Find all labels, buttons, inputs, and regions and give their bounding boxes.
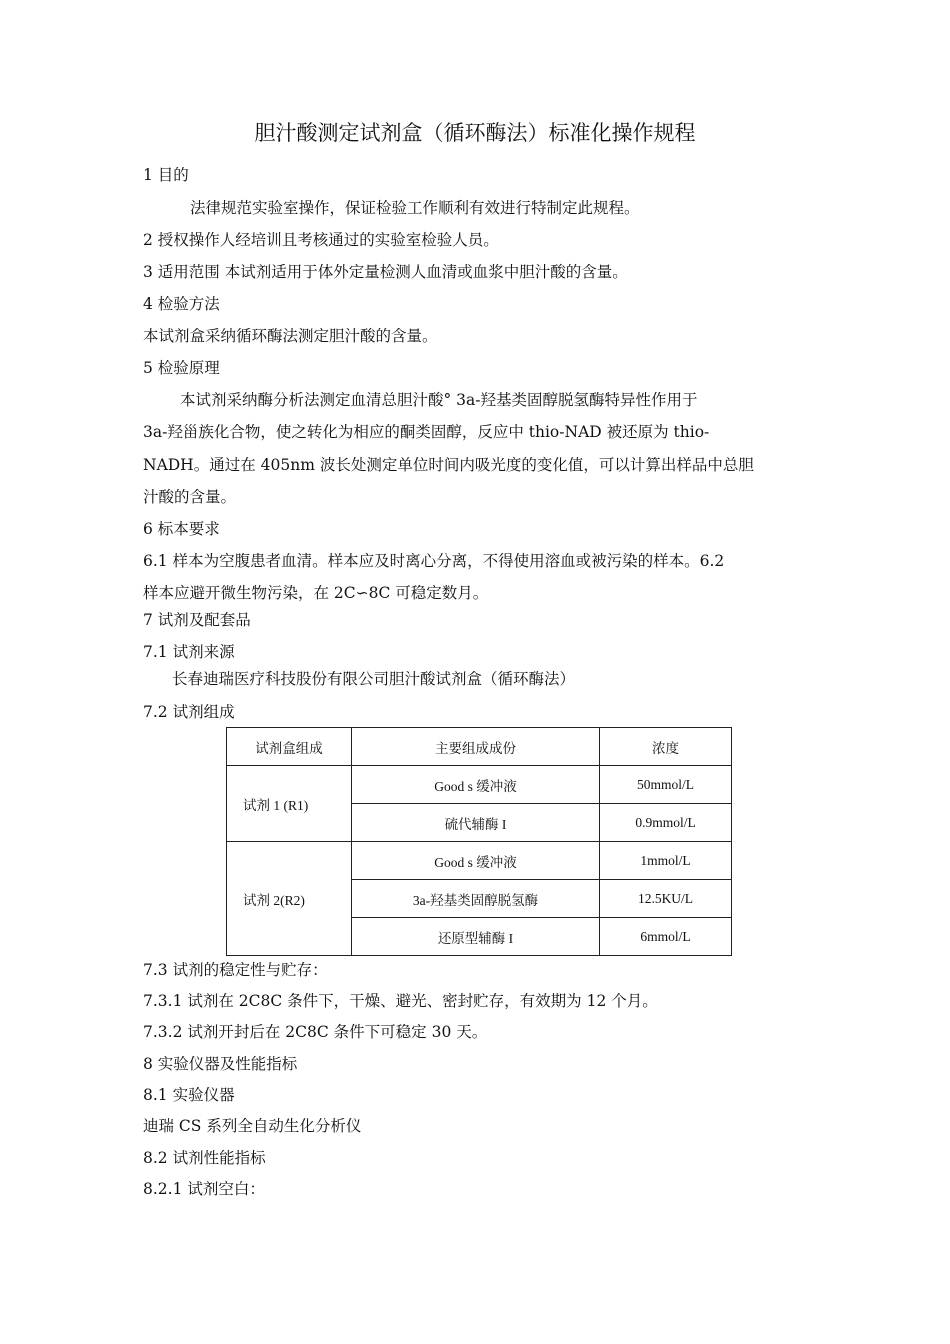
component-cell: Good s 缓冲液 — [352, 766, 600, 804]
reagent-group-name: 试剂 2(R2) — [227, 842, 352, 956]
section-6-line-2: 样本应避开微生物污染，在 2C∽8C 可稳定数月。 — [143, 584, 489, 602]
section-1-heading: 1 目的 — [143, 166, 189, 184]
section-7-3-2-text: 7.3.2 试剂开封后在 2C8C 条件下可稳定 30 天。 — [143, 1023, 488, 1041]
section-2-text: 2 授权操作人经培训且考核通过的实验室检验人员。 — [143, 231, 499, 249]
section-5-line-2: 3a-羟甾族化合物，使之转化为相应的酮类固醇，反应中 thio-NAD 被还原为 thio- — [143, 423, 710, 441]
table-row — [227, 842, 732, 880]
component-cell: 3a-羟基类固醇脱氢酶 — [352, 880, 600, 918]
section-8-1-body: 迪瑞 CS 系列全自动生化分析仪 — [143, 1117, 362, 1135]
table-header-cell: 浓度 — [600, 728, 732, 766]
section-4-body: 本试剂盒采纳循环酶法测定胆汁酸的含量。 — [143, 327, 438, 345]
document-title: 胆汁酸测定试剂盒（循环酶法）标准化操作规程 — [254, 121, 696, 145]
section-5-heading: 5 检验原理 — [143, 359, 220, 377]
concentration-cell: 1mmol/L — [600, 842, 732, 880]
section-7-3-heading: 7.3 试剂的稳定性与贮存： — [143, 961, 328, 979]
section-1-body: 法律规范实验室操作，保证检验工作顺利有效进行特制定此规程。 — [190, 199, 640, 217]
section-6-heading: 6 标本要求 — [143, 520, 220, 538]
table-header-cell: 试剂盒组成 — [227, 728, 352, 766]
concentration-cell: 6mmol/L — [600, 918, 732, 956]
section-4-heading: 4 检验方法 — [143, 295, 220, 313]
section-7-3-1-text: 7.3.1 试剂在 2C8C 条件下，干燥、避光、密封贮存，有效期为 12 个月。 — [143, 992, 658, 1010]
component-cell: Good s 缓冲液 — [352, 842, 600, 880]
section-7-heading: 7 试剂及配套品 — [143, 611, 251, 629]
table-header-cell: 主要组成成份 — [352, 728, 600, 766]
section-8-1-heading: 8.1 实验仪器 — [143, 1086, 235, 1104]
concentration-cell: 0.9mmol/L — [600, 804, 732, 842]
section-7-2-heading: 7.2 试剂组成 — [143, 703, 235, 721]
section-6-line-1: 6.1 样本为空腹患者血清。样本应及时离心分离，不得使用溶血或被污染的样本。6.2 — [143, 552, 725, 570]
concentration-cell: 12.5KU/L — [600, 880, 732, 918]
section-8-heading: 8 实验仪器及性能指标 — [143, 1055, 298, 1073]
section-5-line-4: 汁酸的含量。 — [143, 488, 237, 506]
component-cell: 还原型辅酶 I — [352, 918, 600, 956]
section-3-text: 3 适用范围 本试剂适用于体外定量检测人血清或血浆中胆汁酸的含量。 — [143, 263, 628, 281]
section-8-2-heading: 8.2 试剂性能指标 — [143, 1149, 266, 1167]
section-5-line-1: 本试剂采纳酶分析法测定血清总胆汁酸° 3a-羟基类固醇脱氢酶特异性作用于 — [180, 391, 698, 409]
table-header-row — [227, 728, 732, 766]
section-7-1-heading: 7.1 试剂来源 — [143, 643, 235, 661]
component-cell: 硫代辅酶 I — [352, 804, 600, 842]
table-row — [227, 766, 732, 804]
section-7-1-body: 长春迪瑞医疗科技股份有限公司胆汁酸试剂盒（循环酶法） — [172, 670, 576, 688]
concentration-cell: 50mmol/L — [600, 766, 732, 804]
reagent-group-name: 试剂 1 (R1) — [227, 766, 352, 842]
section-5-line-3: NADH。通过在 405nm 波长处测定单位时间内吸光度的变化值，可以计算出样品中总胆 — [143, 456, 754, 474]
section-8-2-1-text: 8.2.1 试剂空白： — [143, 1180, 265, 1198]
reagent-composition-table — [226, 727, 732, 956]
